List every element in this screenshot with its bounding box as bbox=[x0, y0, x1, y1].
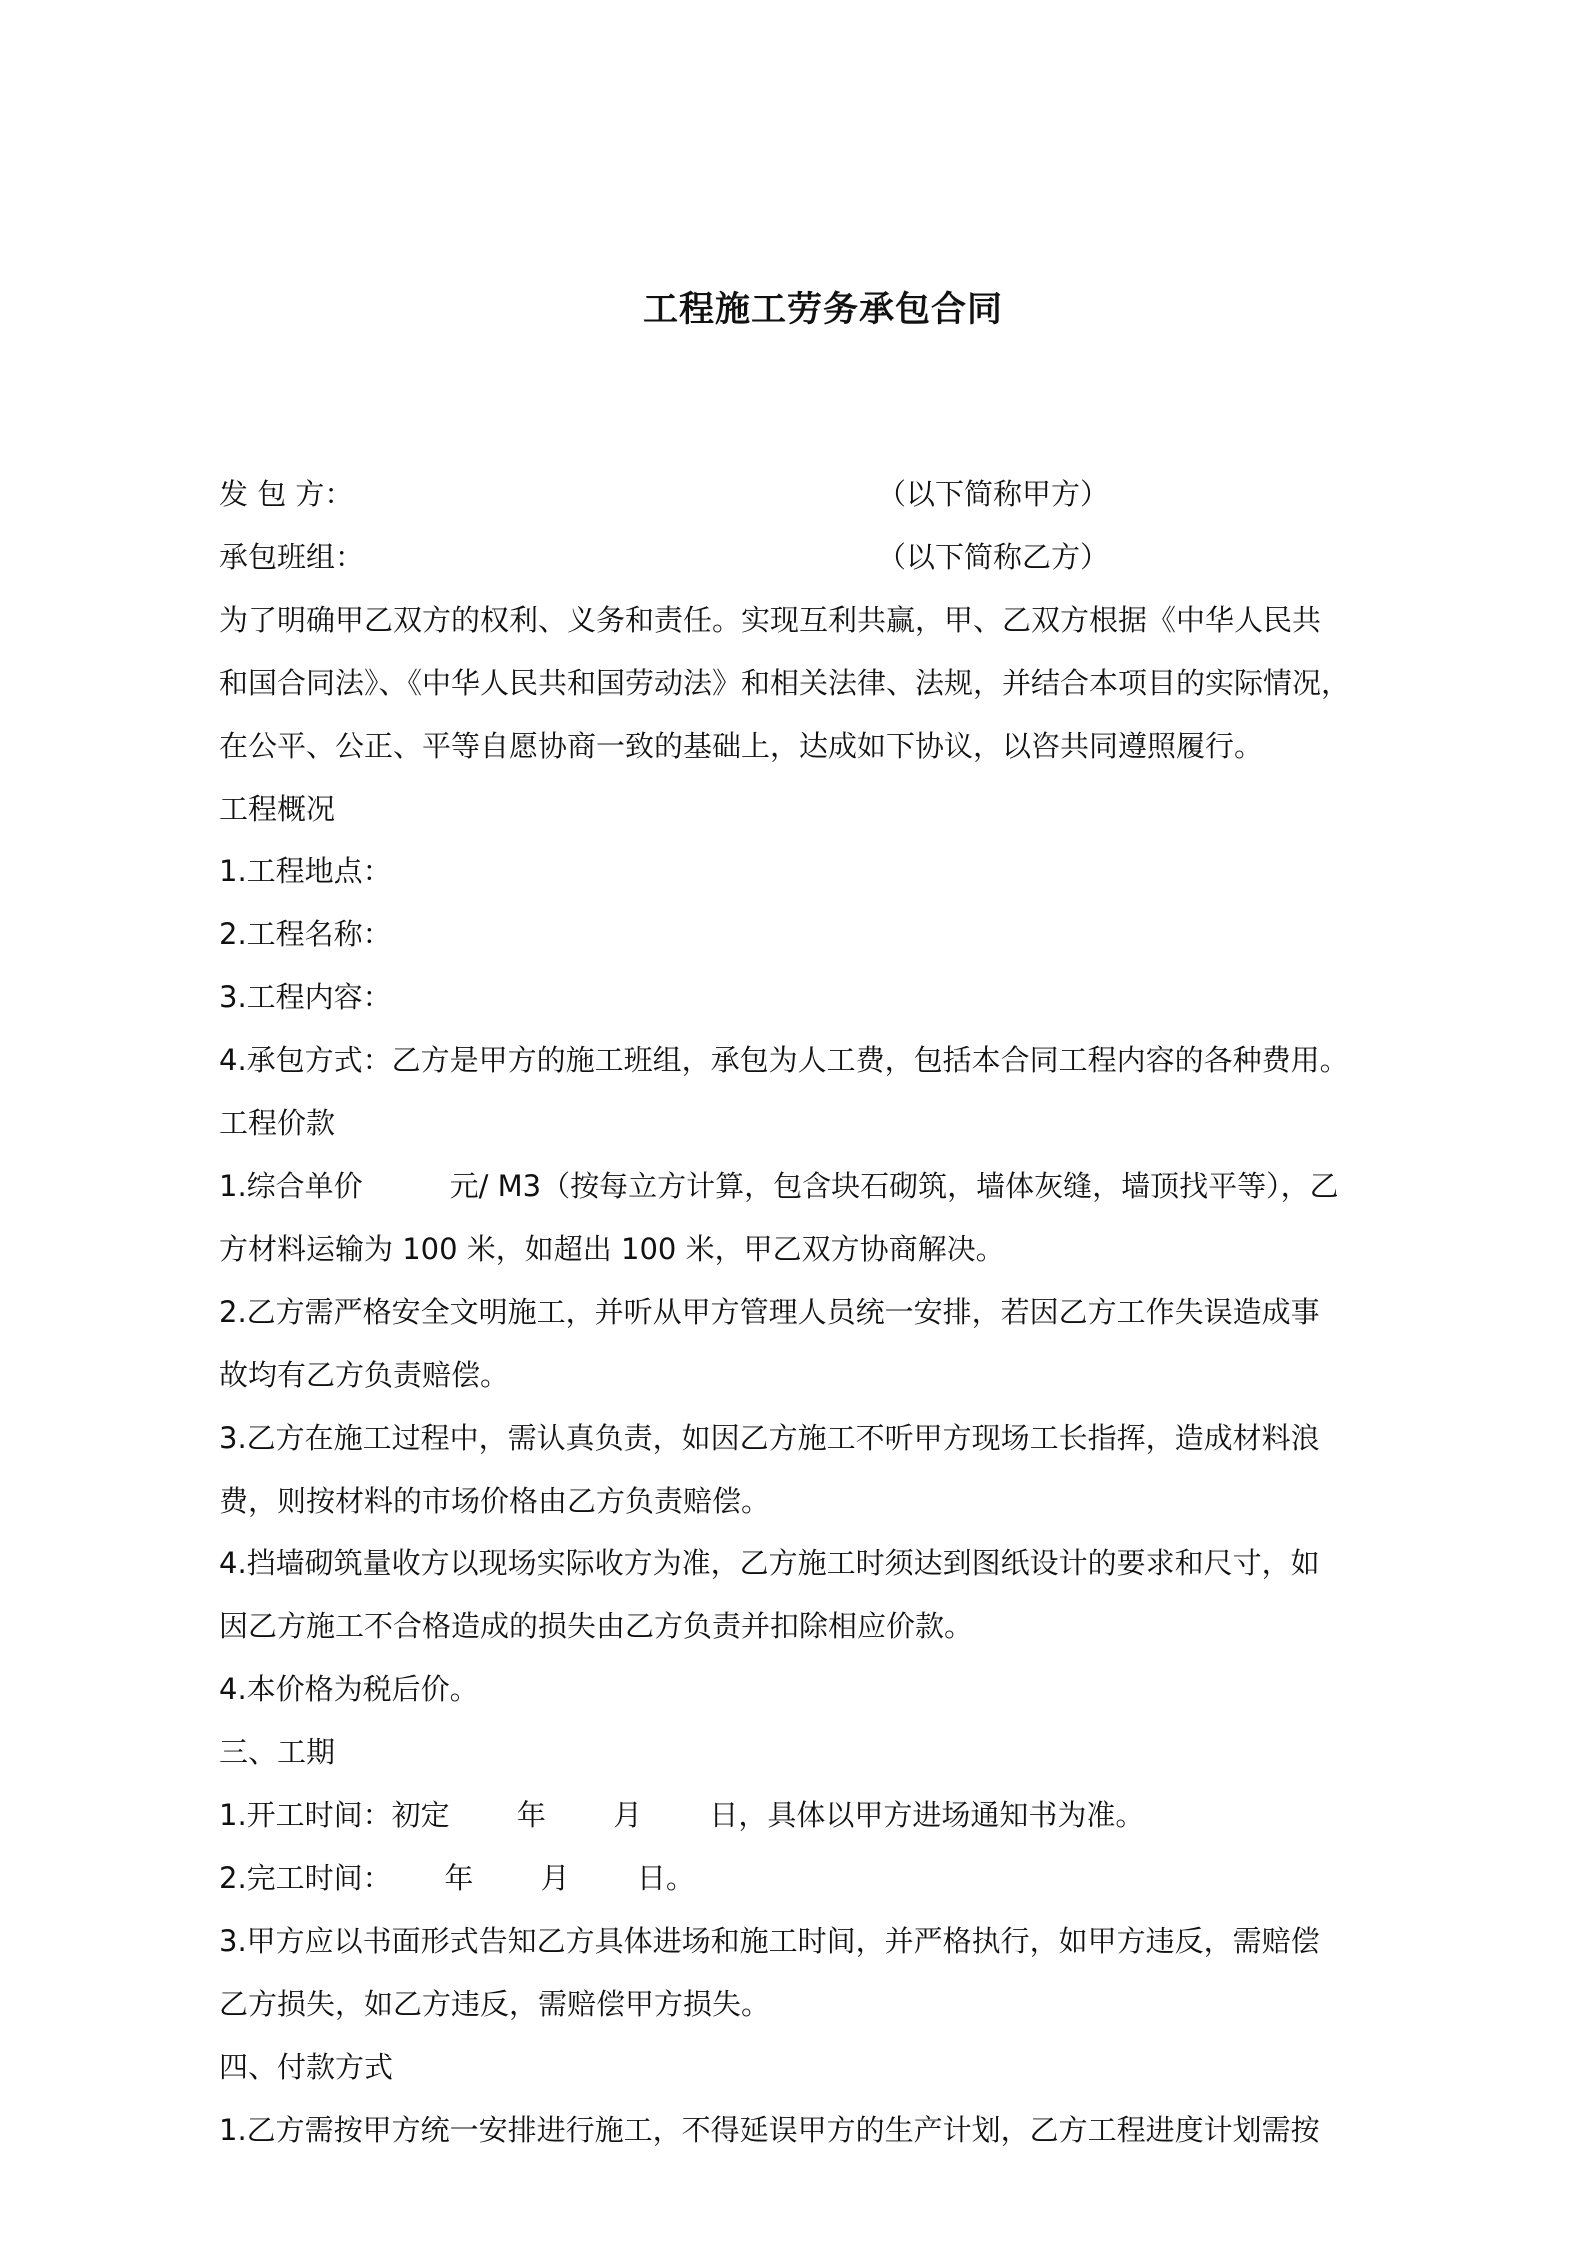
party-a-note: （以下简称甲方） bbox=[877, 477, 1110, 511]
text-line: 1.工程地点： bbox=[219, 854, 392, 889]
text-line: 方材料运输为 100 米，如超出 100 米，甲乙双方协商解决。 bbox=[219, 1231, 1005, 1266]
text-line: 3.工程内容： bbox=[219, 980, 392, 1015]
text-line: 工程概况 bbox=[219, 791, 336, 826]
text-line: 四、付款方式 bbox=[219, 2049, 394, 2084]
text-line: 三、工期 bbox=[219, 1735, 336, 1770]
text-line: 因乙方施工不合格造成的损失由乙方负责并扣除相应价款。 bbox=[219, 1609, 974, 1644]
text-line: 工程价款 bbox=[219, 1106, 336, 1141]
text-line: 1.乙方需按甲方统一安排进行施工，不得延误甲方的生产计划，乙方工程进度计划需按 bbox=[219, 2112, 1320, 2147]
body-lines bbox=[219, 589, 1519, 2162]
text-line: 1.开工时间：初定 年 月 日，具体以甲方进场通知书为准。 bbox=[219, 1798, 1145, 1833]
text-line: 1.综合单价 元/ M3（按每立方计算，包含块石砌筑，墙体灰缝，墙顶找平等），乙 bbox=[219, 1168, 1339, 1203]
party-a-label: 发 包 方： bbox=[219, 477, 354, 511]
text-line: 3.乙方在施工过程中，需认真负责，如因乙方施工不听甲方现场工长指挥，造成材料浪 bbox=[219, 1420, 1320, 1455]
text-line: 2.完工时间： 年 月 日。 bbox=[219, 1860, 695, 1895]
text-line: 4.挡墙砌筑量收方以现场实际收方为准，乙方施工时须达到图纸设计的要求和尺寸，如 bbox=[219, 1546, 1320, 1581]
text-line: 故均有乙方负责赔偿。 bbox=[219, 1357, 510, 1392]
text-line: 3.甲方应以书面形式告知乙方具体进场和施工时间，并严格执行，如甲方违反，需赔偿 bbox=[219, 1923, 1320, 1958]
text-line: 2.乙方需严格安全文明施工，并听从甲方管理人员统一安排，若因乙方工作失误造成事 bbox=[219, 1294, 1320, 1329]
text-line: 和国合同法》、《中华人民共和国劳动法》和相关法律、法规，并结合本项目的实际情况， bbox=[219, 665, 1351, 700]
party-b-line bbox=[219, 526, 1519, 589]
text-line: 费，则按材料的市场价格由乙方负责赔偿。 bbox=[219, 1483, 771, 1518]
text-line: 4.承包方式：乙方是甲方的施工班组，承包为人工费，包括本合同工程内容的各种费用。 bbox=[219, 1043, 1349, 1078]
text-line: 2.工程名称： bbox=[219, 917, 392, 952]
text-line: 4.本价格为税后价。 bbox=[219, 1672, 479, 1707]
contract-body bbox=[219, 463, 1519, 2161]
party-b-label: 承包班组： bbox=[219, 539, 365, 574]
party-b-note: （以下简称乙方） bbox=[877, 539, 1110, 574]
text-line: 乙方损失，如乙方违反，需赔偿甲方损失。 bbox=[219, 1986, 771, 2021]
text-line: 为了明确甲乙双方的权利、义务和责任。实现互利共赢，甲、乙双方根据《中华人民共 bbox=[219, 602, 1322, 637]
party-a-line bbox=[219, 463, 1519, 526]
text-line: 在公平、公正、平等自愿协商一致的基础上，达成如下协议，以咨共同遵照履行。 bbox=[219, 728, 1264, 763]
document-title: 工程施工劳务承包合同 bbox=[642, 290, 1003, 330]
